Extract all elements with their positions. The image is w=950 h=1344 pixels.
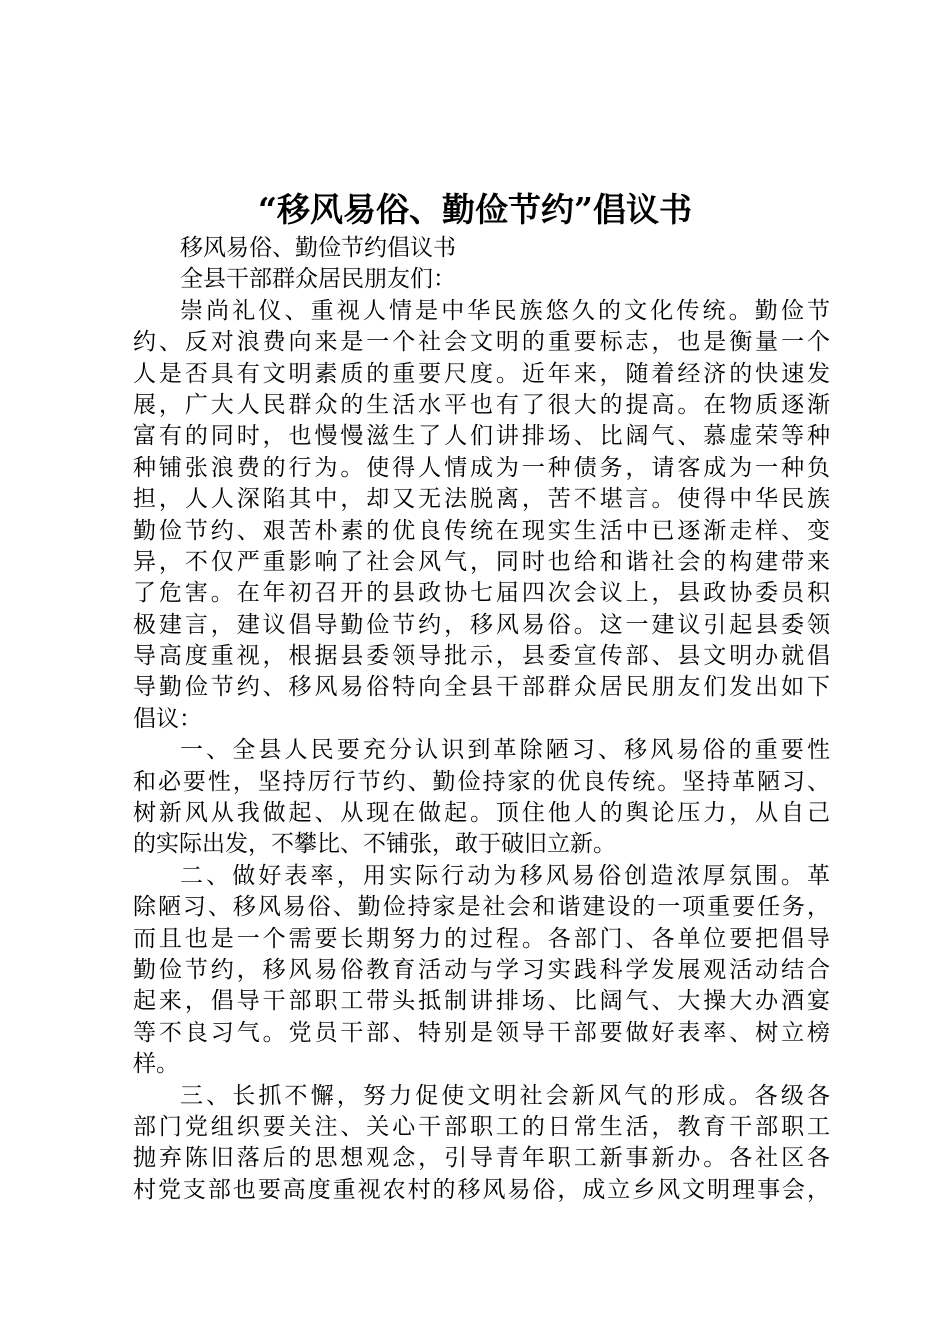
text-line: 了危害。在年初召开的县政协七届四次会议上，县政协委员积: [133, 580, 830, 607]
text-line: 导高度重视，根据县委领导批示，县委宣传部、县文明办就倡: [133, 643, 830, 670]
text-line: 二、做好表率，用实际行动为移风易俗创造浓厚氛围。革: [180, 862, 830, 889]
text-line: 等不良习气。党员干部、特别是领导干部要做好表率、树立榜: [133, 1019, 830, 1046]
text-line: 富有的同时，也慢慢滋生了人们讲排场、比阔气、慕虚荣等种: [133, 423, 830, 450]
text-line: 抛弃陈旧落后的思想观念，引导青年职工新事新办。各社区各: [133, 1145, 830, 1172]
text-line: 部门党组织要关注、关心干部职工的日常生活，教育干部职工: [133, 1113, 830, 1140]
text-line: 崇尚礼仪、重视人情是中华民族悠久的文化传统。勤俭节: [180, 297, 830, 324]
text-line: 人是否具有文明素质的重要尺度。近年来，随着经济的快速发: [133, 360, 830, 387]
text-line: 和必要性，坚持厉行节约、勤俭持家的优良传统。坚持革陋习、: [133, 768, 830, 795]
text-line: 样。: [133, 1051, 179, 1078]
text-line: 极建言，建议倡导勤俭节约，移风易俗。这一建议引起县委领: [133, 611, 830, 638]
text-line: 担，人人深陷其中，却又无法脱离，苦不堪言。使得中华民族: [133, 486, 830, 513]
text-line: 勤俭节约、艰苦朴素的优良传统在现实生活中已逐渐走样、变: [133, 517, 830, 544]
text-line: 展，广大人民群众的生活水平也有了很大的提高。在物质逐渐: [133, 391, 830, 418]
text-line: 而且也是一个需要长期努力的过程。各部门、各单位要把倡导: [133, 925, 830, 952]
text-line: 种铺张浪费的行为。使得人情成为一种债务，请客成为一种负: [133, 454, 830, 481]
text-line: 三、长抓不懈，努力促使文明社会新风气的形成。各级各: [180, 1082, 830, 1109]
text-line: 倡议：: [133, 705, 202, 732]
text-line: 异，不仅严重影响了社会风气，同时也给和谐社会的构建带来: [133, 548, 830, 575]
text-line: 约、反对浪费向来是一个社会文明的重要标志，也是衡量一个: [133, 329, 830, 356]
text-line: 全县干部群众居民朋友们：: [180, 266, 456, 293]
text-line: 除陋习、移风易俗、勤俭持家是社会和谐建设的一项重要任务，: [133, 894, 830, 921]
text-line: 勤俭节约，移风易俗教育活动与学习实践科学发展观活动结合: [133, 956, 830, 983]
text-line: 村党支部也要高度重视农村的移风易俗，成立乡风文明理事会，: [133, 1176, 830, 1203]
text-line: 起来，倡导干部职工带头抵制讲排场、比阔气、大操大办酒宴: [133, 988, 830, 1015]
document-title: “移风易俗、勤俭节约”倡议书: [258, 190, 692, 229]
text-line: 移风易俗、勤俭节约倡议书: [180, 235, 456, 261]
text-line: 的实际出发，不攀比、不铺张，敢于破旧立新。: [133, 831, 616, 858]
text-line: 导勤俭节约、移风易俗特向全县干部群众居民朋友们发出如下: [133, 674, 830, 701]
text-line: 树新风从我做起、从现在做起。顶住他人的舆论压力，从自己: [133, 800, 830, 827]
document-body: [133, 233, 830, 1206]
text-line: 一、全县人民要充分认识到革除陋习、移风易俗的重要性: [180, 737, 830, 764]
